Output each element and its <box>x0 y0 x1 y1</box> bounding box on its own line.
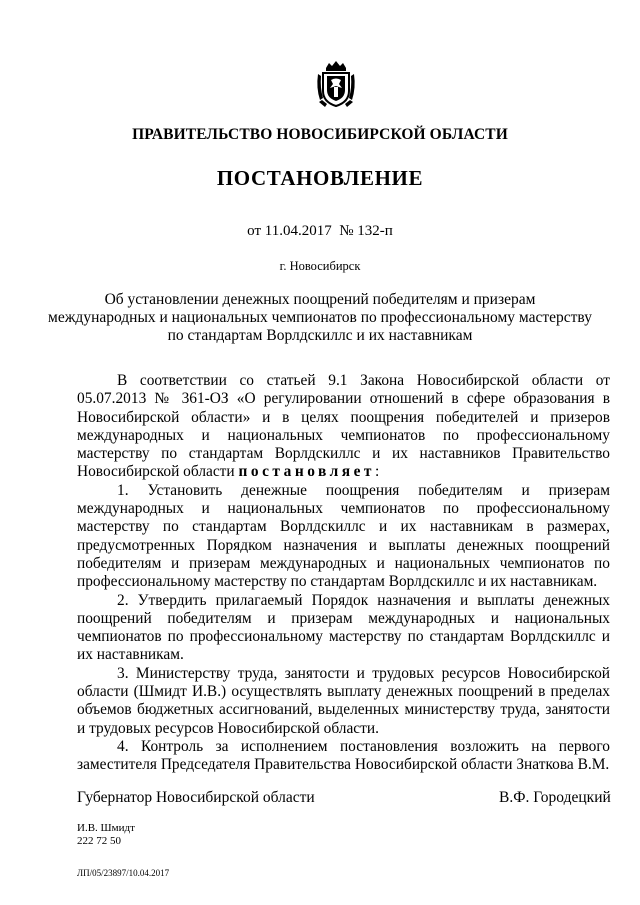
subject-line: Об установлении денежных поощрений победителям и призерам <box>104 291 536 308</box>
subject-line: международных и национальных чемпионатов по профессиональному мастерству <box>48 309 592 326</box>
date-number-line <box>0 223 640 240</box>
preamble-paragraph <box>77 372 610 482</box>
signatory-name: В.Ф. Городецкий <box>499 789 611 806</box>
document-type: ПОСТАНОВЛЕНИЕ <box>216 166 424 190</box>
signatory-title: Губернатор Новосибирской области <box>77 789 315 806</box>
subject-line: по стандартам Ворлдскиллс и их наставникам <box>167 327 473 344</box>
city: г. Новосибирск <box>279 259 361 273</box>
clause-4: 4. Контроль за исполнением постановления возложить на первого заместителя Председателя Правительства Новосибирской области Знаткова В.М. <box>77 737 610 774</box>
preamble-text: В соответствии со статьей 9.1 Закона Новосибирской области от 05.07.2013 № 361-ОЗ «О регулировании отношений в сфере образования в Новосибирской области» и в целях поощрения победителей и призеров международных и национальных чемпионатов по профессиональному мастерству по стандартам Ворлдскиллс и их наставников Правительство Новосибирской области <box>77 372 610 481</box>
document-body <box>77 372 610 775</box>
executor-name: И.В. Шмидт <box>77 822 135 834</box>
clause-1: 1. Установить денежные поощрения победителям и призерам международных и национальных чемпионатов по профессиональному мастерству по стандартам Ворлдскиллс и их наставникам в размерах, предусмотренных Порядком назначения и выплаты денежных поощрений победителям и призерам международных и национальных чемпионатов по профессиональному мастерству по стандартам Ворлдскиллс и их наставникам. <box>77 481 610 591</box>
coat-of-arms-icon <box>315 60 357 110</box>
executor-phone: 222 72 50 <box>77 835 121 847</box>
executor-block <box>77 822 135 848</box>
clause-2: 2. Утвердить прилагаемый Порядок назначения и выплаты денежных поощрений победителям и призерам международных и национальных чемпионатов по профессиональному мастерству по стандартам Ворлдскиллс и их наставникам. <box>77 591 610 664</box>
document-number: № 132-п <box>339 223 393 239</box>
document-date: 11.04.2017 <box>264 223 332 239</box>
resolves-word: постановляет <box>238 463 375 481</box>
authority-title: ПРАВИТЕЛЬСТВО НОВОСИБИРСКОЙ ОБЛАСТИ <box>132 126 508 143</box>
document-reference: ЛП/05/23897/10.04.2017 <box>77 868 170 878</box>
document-subject <box>0 291 640 345</box>
resolves-punctuation: : <box>374 463 380 481</box>
date-prefix: от <box>247 223 262 239</box>
clause-3: 3. Министерству труда, занятости и трудовых ресурсов Новосибирской области (Шмидт И.В.) осуществлять выплату денежных поощрений в пределах объемов бюджетных ассигнований, выделенных министерству труда, занятости и трудовых ресурсов Новосибирской области. <box>77 664 610 737</box>
